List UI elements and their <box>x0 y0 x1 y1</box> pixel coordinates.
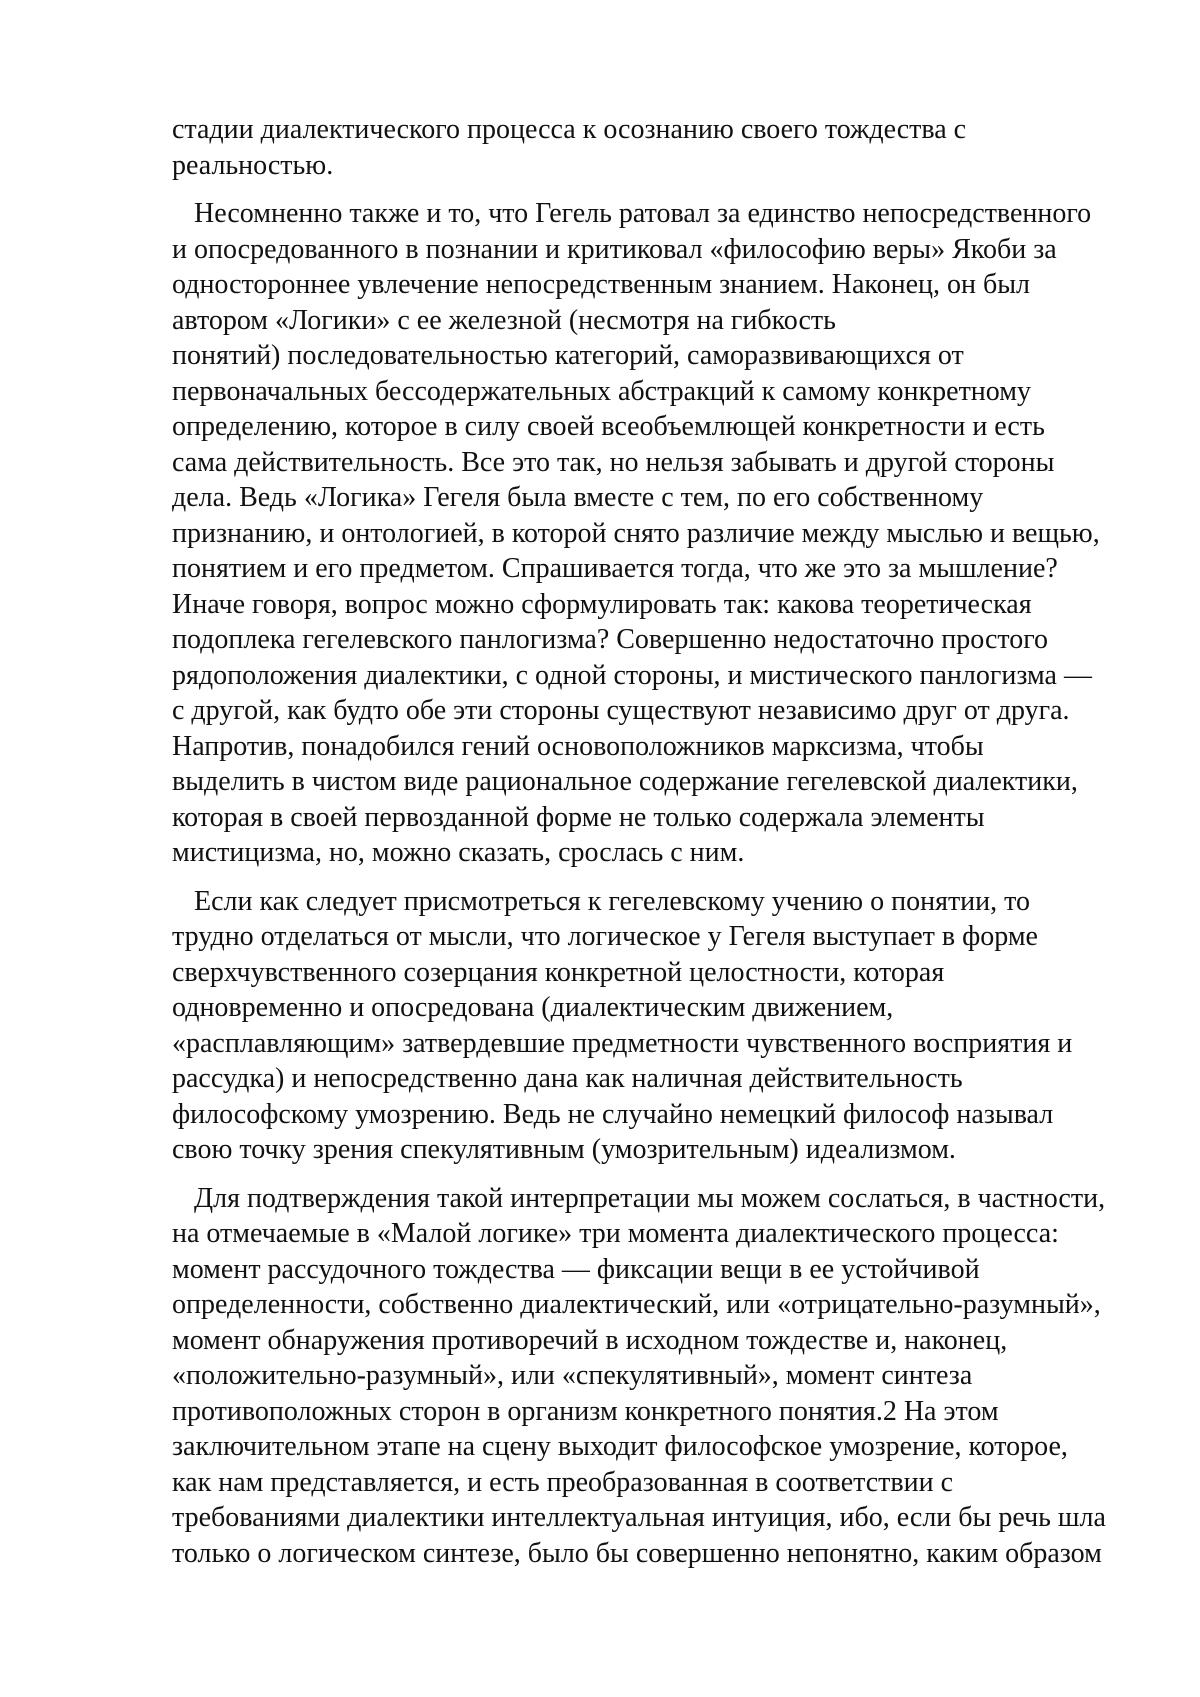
paragraph-3: Если как следует присмотреться к гегелевскому учению о понятии, то трудно отделаться от мысли, что логическое у Гегеля выступает в форме сверхчувственного созерцания конкретной целостности, которая одновременно и опосредована (диалектическим движением, «расплавляющим» затвердевшие предметности чувственного восприятия и рассудка) и непосредственно дана как наличная действительность философскому умозрению. Ведь не случайно немецкий философ называл свою точку зрения спекулятивным (умозрительным) идеализмом. <box>172 885 1073 1165</box>
paragraph-4: Для подтверждения такой интерпретации мы можем сослаться, в частности, на отмечаемые в «Малой логике» три момента диалектического процесса: момент рассудочного тождества — фиксации вещи в ее устойчивой определенности, собственно диалектический, или «отрицательно-разумный», момент обнаружения противоречий в исходном тождестве и, наконец, «положительно-разумный», или «спекулятивный», момент синтеза противоположных сторон в организм конкретного понятия.2 На этом заключительном этапе на сцену выходит философское умозрение, которое, как нам представляется, и есть преобразованная в соответствии с требованиями диалектики интеллектуальная интуиция, ибо, если бы речь шла только о логическом синтезе, было бы совершенно непонятно, каким образом <box>172 1182 1106 1569</box>
paragraph-1: стадии диалектического процесса к осознанию своего тождества с реальностью. <box>172 114 967 181</box>
document-page <box>172 112 1132 1584</box>
paragraph-2: Несомненно также и то, что Гегель ратовал за единство непосредственного и опосредованного в познании и критиковал «философию веры» Якоби за одностороннее увлечение непосредственным знанием. Наконец, он был автором «Логики» с ее железной (несмотря на гибкость понятий) последовательностью категорий, саморазвивающихся от первоначальных бессодержательных абстракций к самому конкретному определению, которое в силу своей всеобъемлющей конкретности и есть сама действительность. Все это так, но нельзя забывать и другой стороны дела. Ведь «Логика» Гегеля была вместе с тем, по его собственному признанию, и онтологией, в которой снято различие между мыслью и вещью, понятием и его предметом. Спрашивается тогда, что же это за мышление? Иначе говоря, вопрос можно сформулировать так: какова теоретическая подоплека гегелевского панлогизма? Совершенно недостаточно простого рядоположения диалектики, с одной стороны, и мистического панлогизма — с другой, как будто обе эти стороны существуют независимо друг от друга. Напротив, понадобился гений основоположников марксизма, чтобы выделить в чистом виде рациональное содержание гегелевской диалектики, которая в своей первозданной форме не только содержала элементы мистицизма, но, можно сказать, срослась с ним. <box>172 198 1100 868</box>
